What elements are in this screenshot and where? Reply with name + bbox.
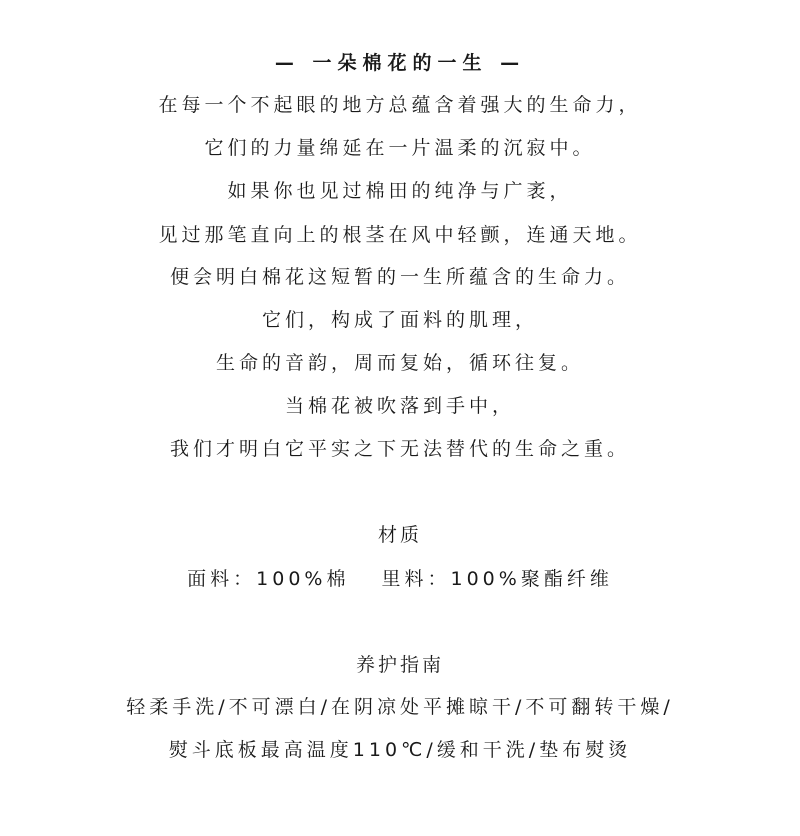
material-heading: 材质 <box>377 524 422 546</box>
care-instructions-line-2: 熨斗底板最高温度110℃/缓和干洗/垫布熨烫 <box>168 739 632 761</box>
story-line-1: 在每一个不起眼的地方总蕴含着强大的生命力， <box>158 94 642 116</box>
story-line-7: 生命的音韵，周而复始，循环往复。 <box>215 352 584 374</box>
story-line-5: 便会明白棉花这短暂的一生所蕴含的生命力。 <box>169 266 630 288</box>
story-line-4: 见过那笔直向上的根茎在风中轻颤，连通天地。 <box>158 224 642 246</box>
story-line-8: 当棉花被吹落到手中， <box>284 395 515 417</box>
material-shell: 面料：100%棉 <box>187 568 350 590</box>
story-title: — 一朵棉花的一生 — <box>274 52 526 74</box>
story-line-9: 我们才明白它平实之下无法替代的生命之重。 <box>169 438 630 460</box>
story-line-3: 如果你也见过棉田的纯净与广袤， <box>227 180 573 202</box>
material-lining: 里料：100%聚酯纤维 <box>381 568 613 590</box>
story-line-6: 它们，构成了面料的肌理， <box>261 309 538 331</box>
care-heading: 养护指南 <box>355 654 444 676</box>
story-line-2: 它们的力量绵延在一片温柔的沉寂中。 <box>204 137 596 159</box>
material-composition <box>0 566 800 592</box>
care-instructions-line-1: 轻柔手洗/不可漂白/在阴凉处平摊晾干/不可翻转干燥/ <box>126 696 674 718</box>
